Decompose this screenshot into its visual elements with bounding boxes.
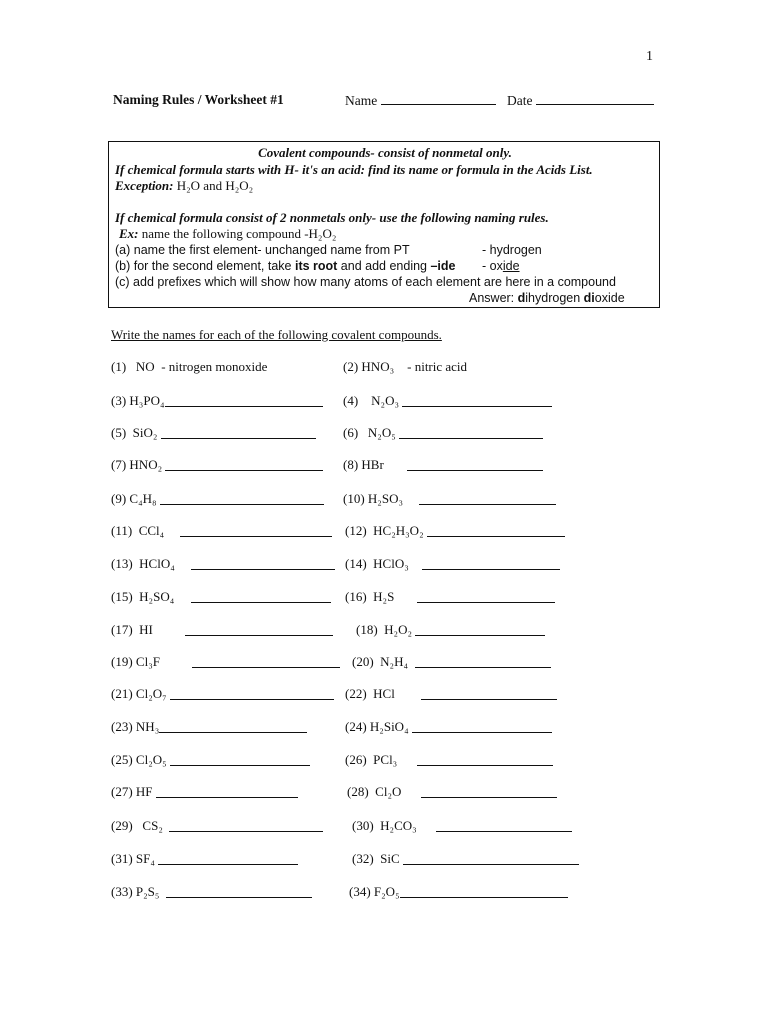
question-formula: N₂O₃ [371,393,400,408]
question-number: (9) [111,491,127,506]
question-16 [345,589,555,605]
date-blank[interactable] [536,92,654,105]
answer-prefix-1: d [517,291,526,305]
question-number: (28) [347,784,369,799]
question-number: (13) [111,556,133,571]
question-formula: HClO₄ [139,556,175,571]
question-formula: Cl₂O [375,784,402,799]
question-9 [111,491,324,507]
question-12 [345,523,565,539]
question-formula: F₂O₅ [373,884,400,899]
answer-blank[interactable] [400,884,568,898]
question-number: (23) [111,719,133,734]
answer-blank[interactable] [158,851,298,865]
answer-blank[interactable] [169,818,323,832]
answer-end: oxide [594,291,625,305]
question-formula: HCl [373,686,395,701]
question-number: (7) [111,457,127,472]
answer-blank[interactable] [402,393,552,407]
given-answer: - nitrogen monoxide [161,359,268,374]
question-15 [111,589,331,605]
step-b-root: its root [294,259,338,273]
answer-blank[interactable] [170,752,310,766]
question-1 [111,359,267,375]
question-formula: H₂SO₄ [139,589,175,604]
question-formula: C₄H₈ [129,491,157,506]
question-25 [111,752,310,768]
answer-blank[interactable] [166,884,312,898]
answer-blank[interactable] [415,622,545,636]
date-field[interactable] [507,92,654,109]
question-number: (19) [111,654,133,669]
question-10 [343,491,556,507]
question-number: (32) [352,851,374,866]
step-a: (a) name the first element- unchanged name from PT [115,243,410,257]
answer-blank[interactable] [427,523,565,537]
two-nonmetal-rule: If chemical formula consist of 2 nonmetals only- use the following naming rules. [115,210,549,225]
question-18 [356,622,545,638]
answer-blank[interactable] [417,752,553,766]
question-number: (18) [356,622,378,637]
question-number: (22) [345,686,367,701]
question-17 [111,622,333,638]
answer-blank[interactable] [159,719,307,733]
question-formula: H₂SiO₄ [369,719,409,734]
question-formula: H₂CO₃ [380,818,417,833]
question-formula: Cl₂O₅ [135,752,167,767]
answer-blank[interactable] [422,556,560,570]
question-formula: H₃PO₄ [129,393,165,408]
question-number: (11) [111,523,133,538]
exception-label: Exception: [115,178,174,193]
question-formula: SiO₂ [132,425,158,440]
question-number: (1) [111,359,127,374]
question-number: (4) [343,393,359,408]
answer-blank[interactable] [399,425,543,439]
question-formula: HF [135,784,153,799]
step-b-result-suffix: ide [502,259,520,273]
question-5 [111,425,316,441]
question-formula: H₂S [373,589,395,604]
answer-label: Answer: [469,291,515,305]
question-number: (27) [111,784,133,799]
question-formula: H₂O₂ [384,622,413,637]
rules-heading: Covalent compounds- consist of nonmetal only. [258,145,512,160]
question-34 [349,884,568,900]
question-formula: HC₂H₃O₂ [373,523,424,538]
answer-blank[interactable] [160,491,324,505]
question-formula: P₂S₅ [135,884,160,899]
question-number: (17) [111,622,133,637]
question-formula: CCl₄ [138,523,165,538]
question-formula: HNO₃ [361,359,395,374]
naming-rules-box [108,141,660,308]
question-formula: HBr [361,457,384,472]
question-number: (16) [345,589,367,604]
exception-line [115,178,253,194]
question-formula: Cl₂O₇ [135,686,167,701]
page-number: 1 [646,49,653,64]
name-label: Name [345,93,378,108]
question-number: (14) [345,556,367,571]
exception-text: H₂O and H₂O₂ [176,178,254,193]
worksheet-title: Naming Rules / Worksheet #1 [113,92,284,107]
question-13 [111,556,335,572]
step-b [115,259,455,273]
question-number: (24) [345,719,367,734]
answer-blank[interactable] [421,686,557,700]
question-formula: CS₂ [142,818,163,833]
question-6 [343,425,543,441]
answer-blank[interactable] [165,393,323,407]
answer-blank[interactable] [180,523,332,537]
question-formula: H₂SO₃ [367,491,403,506]
answer-blank[interactable] [407,457,543,471]
example-line [119,226,336,242]
question-number: (25) [111,752,133,767]
step-c: (c) add prefixes which will show how many atoms of each element are here in a compound [115,275,616,289]
question-number: (21) [111,686,133,701]
question-formula: SF₄ [135,851,155,866]
question-23 [111,719,307,735]
answer-blank[interactable] [421,784,557,798]
question-20 [352,654,551,670]
question-number: (20) [352,654,374,669]
question-formula: HI [139,622,153,637]
question-formula: HNO₂ [129,457,163,472]
question-2 [343,359,467,375]
question-7 [111,457,323,473]
answer-line [469,291,625,305]
question-number: (6) [343,425,359,440]
question-number: (8) [343,457,359,472]
answer-blank[interactable] [436,818,572,832]
date-label: Date [507,93,533,108]
given-answer: - nitric acid [407,359,468,374]
question-14 [345,556,560,572]
question-32 [352,851,579,867]
answer-blank[interactable] [156,784,298,798]
question-formula: Cl₃F [135,654,160,669]
step-b-ending: –ide [430,259,456,273]
question-number: (31) [111,851,133,866]
question-number: (29) [111,818,133,833]
answer-blank[interactable] [403,851,579,865]
question-21 [111,686,334,702]
question-31 [111,851,298,867]
question-formula: N₂H₄ [380,654,409,669]
question-number: (10) [343,491,365,506]
answer-blank[interactable] [412,719,552,733]
answer-blank[interactable] [191,589,331,603]
question-8 [343,457,543,473]
question-formula: PCl₃ [373,752,398,767]
question-3 [111,393,323,409]
step-b-mid: and add ending [337,259,431,273]
answer-blank[interactable] [415,654,551,668]
answer-blank[interactable] [191,556,335,570]
answer-blank[interactable] [185,622,333,636]
example-text: name the following compound -H₂O₂ [141,226,337,241]
question-number: (34) [349,884,371,899]
question-26 [345,752,553,768]
question-formula: HClO₃ [373,556,409,571]
answer-blank[interactable] [419,491,556,505]
question-number: (3) [111,393,127,408]
question-4 [343,393,552,409]
question-30 [352,818,572,834]
question-number: (5) [111,425,127,440]
acid-rule: If chemical formula starts with H- it's an acid: find its name or formula in the Acids List. [115,162,593,177]
question-33 [111,884,312,900]
answer-blank[interactable] [192,654,340,668]
question-24 [345,719,552,735]
question-formula: SiC [380,851,400,866]
question-number: (2) [343,359,359,374]
question-19 [111,654,340,670]
answer-prefix-2: di [583,291,595,305]
answer-blank[interactable] [165,457,323,471]
example-label: Ex: [119,226,139,241]
step-b-text: (b) for the second element, take [115,259,295,273]
answer-blank[interactable] [417,589,555,603]
question-number: (12) [345,523,367,538]
name-field[interactable] [345,92,496,109]
step-b-result [482,259,520,273]
answer-blank[interactable] [161,425,316,439]
question-formula: NH₃ [135,719,160,734]
question-formula: NO [135,359,155,374]
question-11 [111,523,332,539]
step-b-result-prefix: - ox [482,259,503,273]
answer-blank[interactable] [170,686,334,700]
step-a-result: - hydrogen [482,243,542,257]
instructions: Write the names for each of the following covalent compounds. [111,327,442,342]
question-formula: N₂O₅ [367,425,396,440]
question-27 [111,784,298,800]
question-number: (26) [345,752,367,767]
question-number: (15) [111,589,133,604]
question-28 [347,784,557,800]
answer-mid: ihydrogen [525,291,584,305]
question-number: (30) [352,818,374,833]
question-number: (33) [111,884,133,899]
question-29 [111,818,323,834]
question-22 [345,686,557,702]
name-blank[interactable] [381,92,496,105]
